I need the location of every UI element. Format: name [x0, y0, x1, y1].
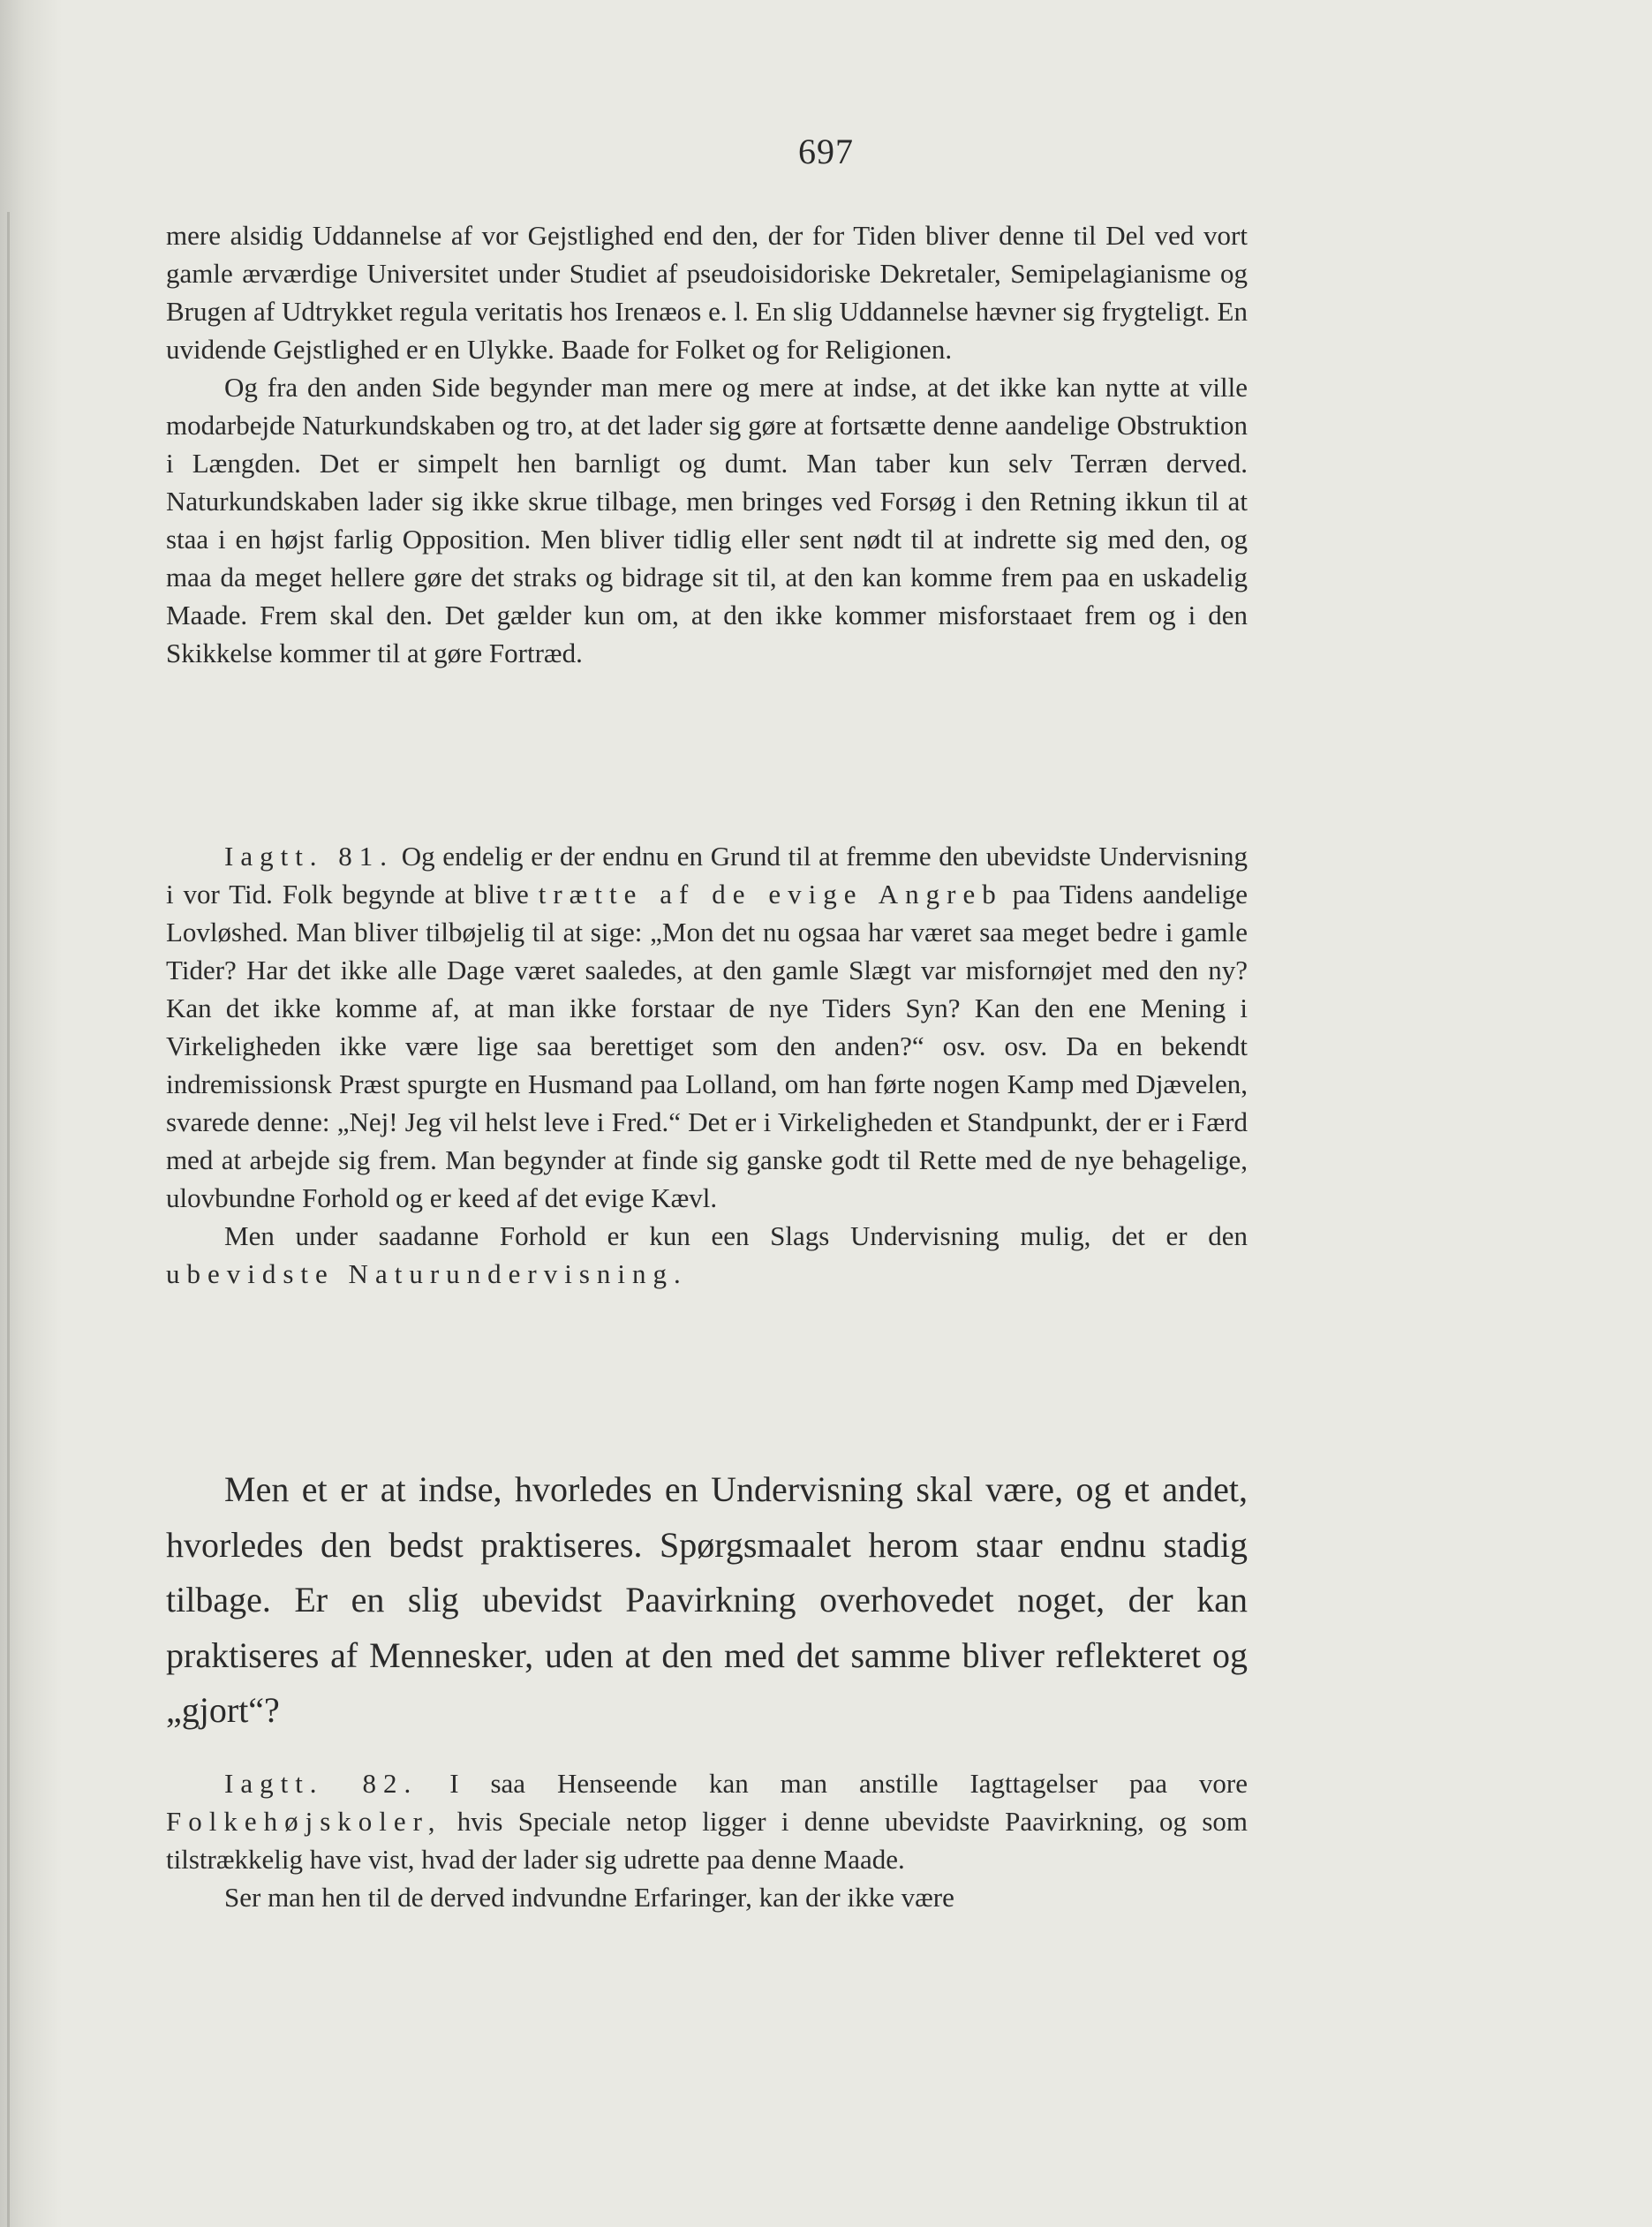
text-block-iagtt-81	[166, 837, 1248, 1293]
emphasized-text: trætte af de evige Angreb	[538, 879, 1003, 910]
text-block-question	[166, 1462, 1248, 1739]
emphasized-text: ubevidste Naturundervisning.	[166, 1258, 688, 1289]
paragraph	[166, 1764, 1248, 1878]
text-block-intro	[166, 216, 1248, 672]
paragraph-text: I saa Henseende kan man anstille Iagttagelser paa vore	[449, 1768, 1248, 1799]
page-spine-edge	[7, 212, 10, 2227]
paragraph-text: hvis Speciale netop ligger i denne ubevidste Paavirkning, og som tilstrækkelig have vist, hvad der lader sig udrette paa denne Maade.	[166, 1806, 1248, 1875]
paragraph-text: Og endelig er der endnu en Grund til at fremme den ubevidste Undervisning i vor Tid. Folk begynde at blive	[166, 841, 1248, 910]
paragraph: Og fra den anden Side begynder man mere og mere at indse, at det ikke kan nytte at ville modarbejde Naturkundskaben og tro, at det lader sig gøre at fortsætte denne aandelige Obstruktion i Længden. Det er simpelt hen barnligt og dumt. Man taber kun selv Terræn derved. Naturkundskaben lader sig ikke skrue tilbage, men bringes ved Forsøg i den Retning ikkun til at staa i en højst farlig Opposition. Men bliver tidlig eller sent nødt til at indrette sig med den, og maa da meget hellere gøre det straks og bidrage sit til, at den kan komme frem paa en uskadelig Maade. Frem skal den. Det gælder kun om, at den ikke kommer misforstaaet frem og i den Skikkelse kommer til at gøre Fortræd.	[166, 372, 1248, 668]
observation-label: Iagtt. 82.	[224, 1768, 419, 1799]
observation-label: Iagtt. 81.	[224, 841, 395, 872]
paragraph	[166, 837, 1248, 1217]
large-paragraph: Men et er at indse, hvorledes en Undervisning skal være, og et andet, hvorledes den bedst praktiseres. Spørgsmaalet herom staar endnu stadig tilbage. Er en slig ubevidst Paavirkning overhovedet noget, der kan praktiseres af Mennesker, uden at den med det samme bliver reflekteret og „gjort“?	[166, 1469, 1248, 1730]
text-block-iagtt-82	[166, 1764, 1248, 1916]
paragraph: Ser man hen til de derved indvundne Erfaringer, kan der ikke være	[224, 1882, 954, 1913]
paragraph-text: paa Tidens aandelige Lovløshed. Man bliver tilbøjelig til at sige: „Mon det nu ogsaa har været saa meget bedre i gamle Tider? Har det ikke alle Dage været saaledes, at den gamle Slægt var misfornøjet med den ny? Kan det ikke komme af, at man ikke forstaar de nye Tiders Syn? Kan den ene Mening i Virkeligheden ikke være lige saa berettiget som den anden?“ osv. osv. Da en bekendt indremissionsk Præst spurgte en Husmand paa Lolland, om han førte nogen Kamp med Djævelen, svarede denne: „Nej! Jeg vil helst leve i Fred.“ Det er i Virkeligheden et Standpunkt, der er i Færd med at arbejde sig frem. Man begynder at finde sig ganske godt til Rette med de nye behagelige, ulovbundne Forhold og er keed af det evige Kævl.	[166, 879, 1248, 1213]
page-number: 697	[798, 132, 854, 171]
paragraph: mere alsidig Uddannelse af vor Gejstlighed end den, der for Tiden bliver denne til Del ved vort gamle ærværdige Universitet under Studiet af pseudoisidoriske Dekretaler, Semipelagianisme og Brugen af Udtrykket regula veritatis hos Irenæos e. l. En slig Uddannelse hævner sig frygteligt. En uvidende Gejstlighed er en Ulykke. Baade for Folket og for Religionen.	[166, 220, 1248, 365]
paragraph	[166, 1217, 1248, 1293]
emphasized-text: Folkehøjskoler,	[166, 1806, 442, 1837]
paragraph-text: Men under saadanne Forhold er kun een Slags Undervisning mulig, det er den	[224, 1220, 1248, 1251]
